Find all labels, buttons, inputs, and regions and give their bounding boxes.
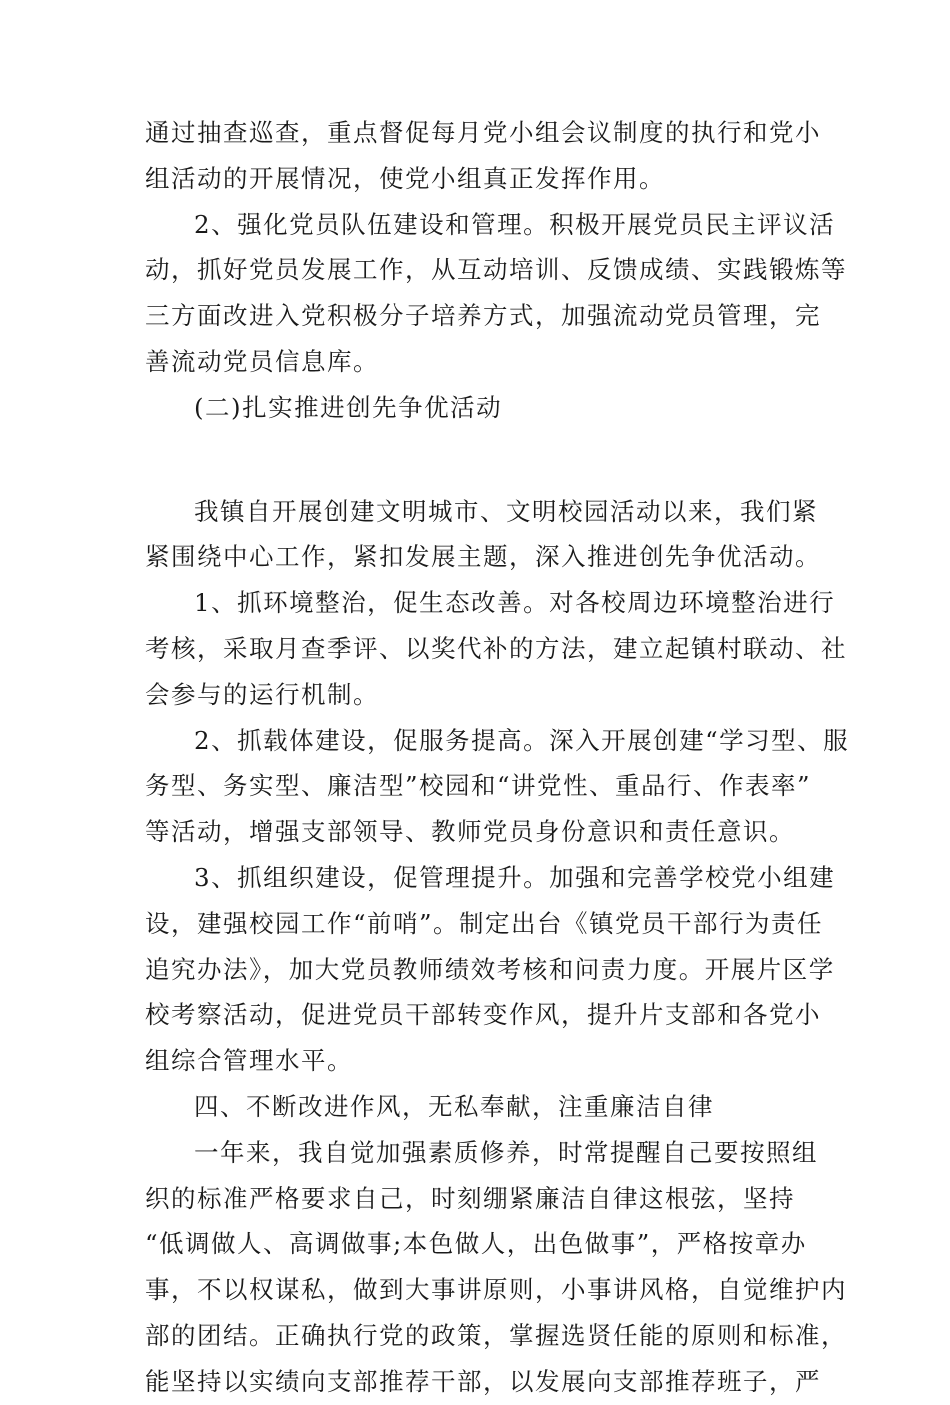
text-line: “低调做人、高调做事;本色做人，出色做事”，严格按章办 <box>145 1229 807 1259</box>
section-heading: (二)扎实推进创先争优活动 <box>194 392 503 422</box>
section-heading: 四、不断改进作风，无私奉献，注重廉洁自律 <box>194 1091 714 1121</box>
text-line: 务型、务实型、廉洁型”校园和“讲党性、重品行、作表率” <box>145 771 812 801</box>
text-line: 等活动，增强支部领导、教师党员身份意识和责任意识。 <box>145 817 795 847</box>
text-line: 3、抓组织建设，促管理提升。加强和完善学校党小组建 <box>194 862 836 892</box>
document-body <box>145 110 850 1405</box>
text-line: 事，不以权谋私，做到大事讲原则，小事讲风格，自觉维护内 <box>145 1275 847 1305</box>
spacer <box>145 431 810 489</box>
text-line: 设，建强校园工作“前哨”。制定出台《镇党员干部行为责任 <box>145 908 824 938</box>
text-line: 紧围绕中心工作，紧扣发展主题，深入推进创先争优活动。 <box>145 542 821 572</box>
text-line: 我镇自开展创建文明城市、文明校园活动以来，我们紧 <box>194 496 818 526</box>
text-line: 能坚持以实绩向支部推荐干部，以发展向支部推荐班子，严 <box>145 1366 821 1396</box>
text-line: 追究办法》，加大党员教师绩效考核和问责力度。开展片区学 <box>145 954 835 984</box>
text-line: 组活动的开展情况，使党小组真正发挥作用。 <box>145 163 665 193</box>
text-line: 2、强化党员队伍建设和管理。积极开展党员民主评议活 <box>194 209 836 239</box>
text-line: 通过抽查巡查，重点督促每月党小组会议制度的执行和党小 <box>145 118 821 147</box>
text-line: 一年来，我自觉加强素质修养，时常提醒自己要按照组 <box>194 1137 818 1167</box>
text-line: 校考察活动，促进党员干部转变作风，提升片支部和各党小 <box>145 1000 821 1030</box>
text-line: 考核，采取月查季评、以奖代补的方法，建立起镇村联动、社 <box>145 633 847 663</box>
text-line: 动，抓好党员发展工作，从互动培训、反馈成绩、实践锻炼等 <box>145 255 847 285</box>
text-line: 1、抓环境整治，促生态改善。对各校周边环境整治进行 <box>194 588 836 618</box>
text-line: 组综合管理水平。 <box>145 1046 353 1076</box>
text-line: 善流动党员信息库。 <box>145 346 379 376</box>
text-line: 部的团结。正确执行党的政策，掌握选贤任能的原则和标准， <box>145 1320 847 1350</box>
text-line: 三方面改进入党积极分子培养方式，加强流动党员管理，完 <box>145 301 821 331</box>
text-line: 织的标准严格要求自己，时刻绷紧廉洁自律这根弦，坚持 <box>145 1183 795 1213</box>
text-line: 2、抓载体建设，促服务提高。深入开展创建“学习型、服 <box>194 725 850 755</box>
text-line: 会参与的运行机制。 <box>145 679 379 709</box>
